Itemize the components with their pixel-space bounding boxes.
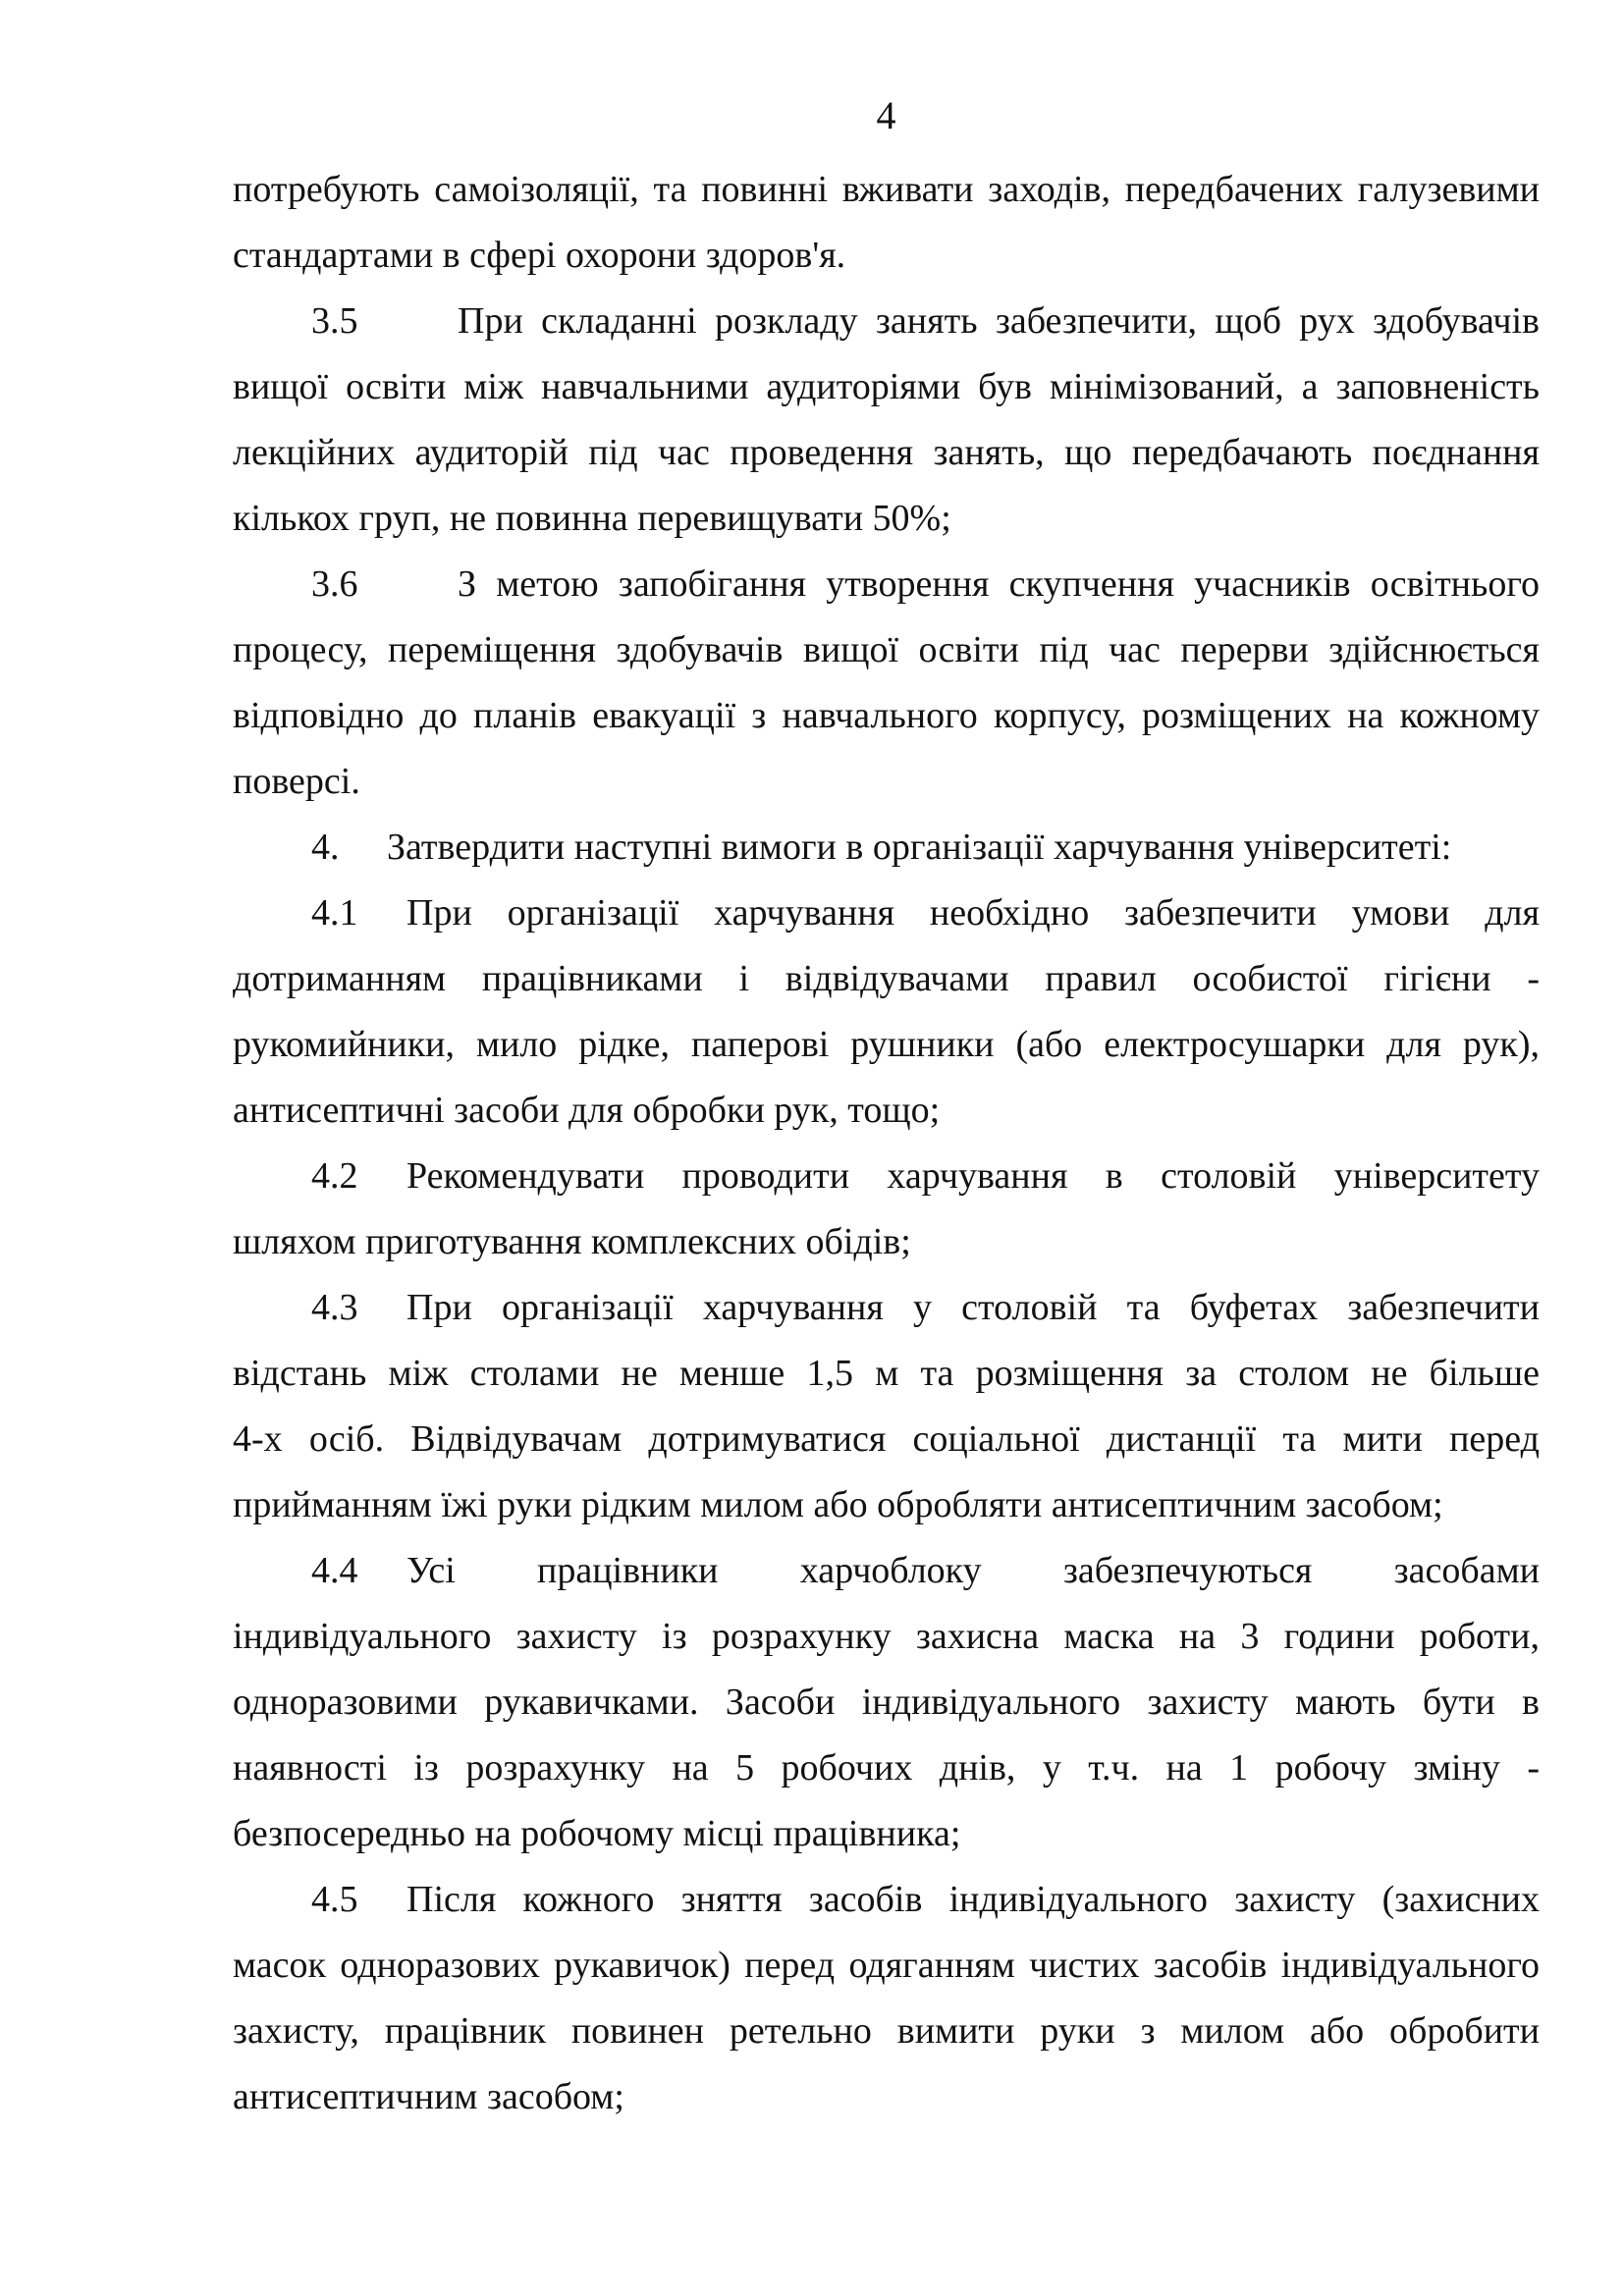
text-line: потребують самоізоляції, та повинні вживати заходів, передбачених галузевими bbox=[233, 169, 1540, 210]
text-line: наявності із розрахунку на 5 робочих днів, у т.ч. на 1 робочу зміну - bbox=[233, 1747, 1540, 1789]
text-line: дотриманням працівниками і відвідувачами правил особистої гігієни - bbox=[233, 958, 1540, 999]
text-line: індивідуального захисту із розрахунку захисна маска на 3 години роботи, bbox=[233, 1616, 1540, 1657]
text-line: безпосередньо на робочому місці працівника; bbox=[233, 1813, 961, 1854]
paragraph bbox=[233, 1275, 1540, 1538]
text-line: 3.5 При складанні розкладу занять забезпечити, щоб рух здобувачів bbox=[233, 289, 1540, 354]
text-line: 4.4 Усі працівники харчоблоку забезпечуються засобами bbox=[233, 1538, 1540, 1604]
paragraph bbox=[233, 289, 1540, 552]
paragraph bbox=[233, 881, 1540, 1144]
paragraph-number: 4.3 bbox=[311, 1287, 358, 1328]
text-line: 4.5 Після кожного зняття засобів індивідуального захисту (захисних bbox=[233, 1867, 1540, 1933]
text-line: вищої освіти між навчальними аудиторіями був мінімізований, а заповненість bbox=[233, 366, 1540, 407]
page-number: 4 bbox=[876, 93, 896, 137]
text-line: відстань між столами не менше 1,5 м та розміщення за столом не більше bbox=[233, 1353, 1540, 1394]
text-line: шляхом приготування комплексних обідів; bbox=[233, 1221, 911, 1262]
text-line: лекційних аудиторій під час проведення занять, що передбачають поєднання bbox=[233, 432, 1540, 473]
paragraph-number: 3.5 bbox=[311, 300, 358, 342]
text-line: 4.1 При організації харчування необхідно забезпечити умови для bbox=[233, 881, 1540, 946]
text-line: прийманням їжі руки рідким милом або обробляти антисептичним засобом; bbox=[233, 1484, 1443, 1525]
text-line: стандартами в сфері охорони здоров'я. bbox=[233, 235, 846, 276]
text-line: антисептичні засоби для обробки рук, тощо; bbox=[233, 1090, 941, 1131]
text-line: процесу, переміщення здобувачів вищої освіти під час перерви здійснюється bbox=[233, 629, 1540, 670]
document-body bbox=[233, 157, 1540, 2130]
text-line: захисту, працівник повинен ретельно вимити руки з милом або обробити bbox=[233, 2010, 1540, 2052]
text-line: 4-х осіб. Відвідувачам дотримуватися соціальної дистанції та мити перед bbox=[233, 1418, 1540, 1460]
text-line: 4.2 Рекомендувати проводити харчування в столовій університету bbox=[233, 1144, 1540, 1209]
text-line: одноразовими рукавичками. Засоби індивідуального захисту мають бути в bbox=[233, 1682, 1540, 1723]
paragraph bbox=[233, 1144, 1540, 1275]
text-line: 4. Затвердити наступні вимоги в організації харчування університеті: bbox=[233, 815, 1540, 881]
text-line: відповідно до планів евакуації з навчального корпусу, розміщених на кожному bbox=[233, 695, 1540, 736]
text-line: поверсі. bbox=[233, 761, 360, 802]
text-line: 4.3 При організації харчування у столовій та буфетах забезпечити bbox=[233, 1275, 1540, 1341]
paragraph bbox=[233, 815, 1540, 881]
text-line: масок одноразових рукавичок) перед одяганням чистих засобів індивідуального bbox=[233, 1945, 1540, 1986]
paragraph-number: 3.6 bbox=[311, 563, 358, 605]
text-line: кількох груп, не повинна перевищувати 50%; bbox=[233, 498, 951, 539]
paragraph-number: 4. bbox=[311, 827, 340, 868]
paragraph-number: 4.2 bbox=[311, 1155, 358, 1197]
paragraph bbox=[233, 1538, 1540, 1867]
paragraph-number: 4.1 bbox=[311, 892, 358, 934]
text-line: антисептичним засобом; bbox=[233, 2076, 624, 2117]
paragraph bbox=[233, 1867, 1540, 2130]
paragraph-number: 4.5 bbox=[311, 1879, 358, 1920]
paragraph bbox=[233, 157, 1540, 289]
text-line: 3.6 З метою запобігання утворення скупчення учасників освітнього bbox=[233, 552, 1540, 617]
text-line: рукомийники, мило рідке, паперові рушники (або електросушарки для рук), bbox=[233, 1024, 1540, 1065]
paragraph bbox=[233, 552, 1540, 815]
paragraph-number: 4.4 bbox=[311, 1550, 358, 1591]
